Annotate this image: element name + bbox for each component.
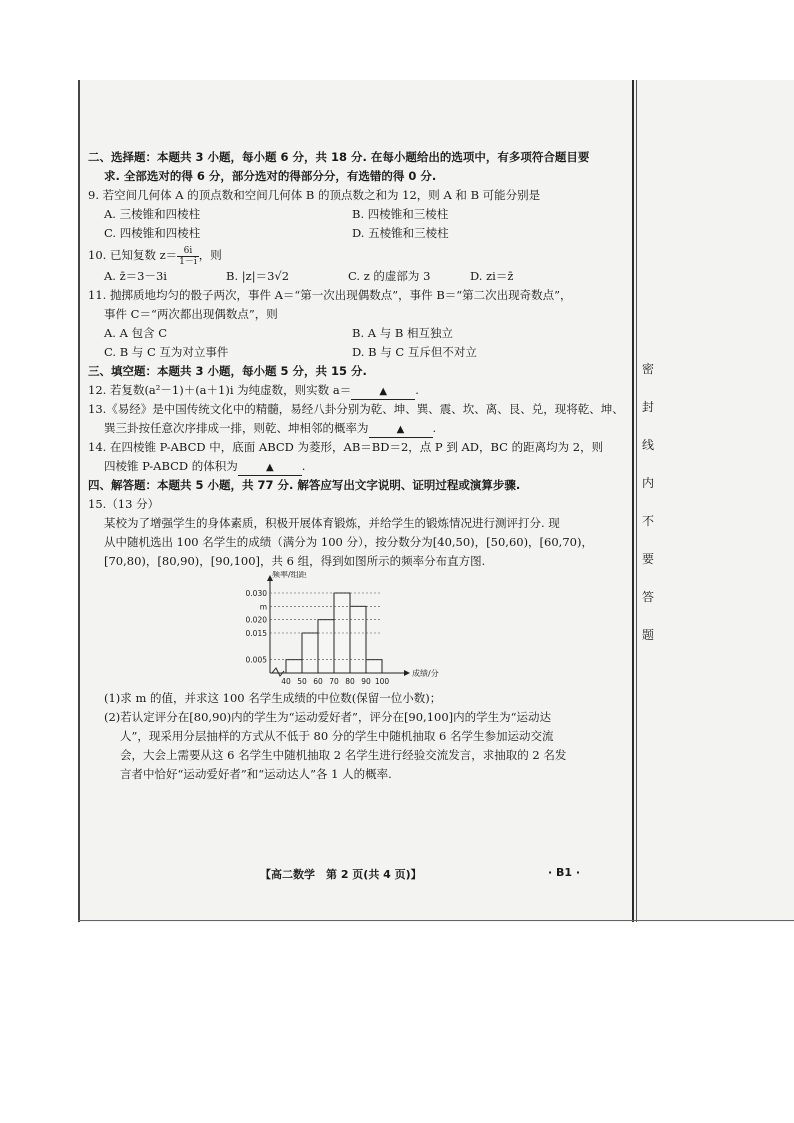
q10-options (88, 267, 608, 286)
seal-char: 答 (641, 590, 654, 604)
q10-fraction (177, 246, 199, 267)
exam-content (88, 148, 624, 784)
x-axis-label: 成绩/分 (412, 669, 439, 678)
x-tick-label: 40 (281, 677, 291, 686)
q15-sub1: (1)求 m 的值，并求这 100 名学生成绩的中位数(保留一位小数)； (104, 691, 442, 705)
seal-char: 封 (641, 400, 654, 414)
q14-answer-blank[interactable] (238, 459, 302, 476)
histogram-bar (318, 620, 334, 673)
seal-char: 密 (641, 362, 654, 376)
y-tick-label: m (259, 602, 267, 612)
q9-option-a: A. 三棱锥和四棱柱 (104, 207, 201, 221)
seal-char: 内 (641, 476, 654, 490)
histogram-bar (366, 660, 382, 673)
q14: 14. 在四棱锥 P-ABCD 中，底面 ABCD 为菱形，AB＝BD＝2，点 P 到 AD，BC 的距离均为 2，则 (88, 440, 604, 454)
q10-option-d: D. zi＝z̄ (470, 269, 514, 283)
q15-body-l3: [70,80)，[80,90)，[90,100]，共 6 组，得到如图所示的频率分布直方图. (104, 554, 486, 568)
q11-option-b: B. A 与 B 相互独立 (352, 326, 453, 340)
q10-stem (88, 243, 608, 267)
q10-frac-num: 6i (177, 246, 199, 257)
y-tick-label: 0.030 (245, 589, 267, 598)
seal-char: 不 (641, 514, 654, 528)
q11-stem: 11. 抛掷质地均匀的骰子两次，事件 A＝“第一次出现偶数点”，事件 B＝“第二次出现奇数点”， (88, 288, 572, 302)
q13: 13.《易经》是中国传统文化中的精髓，易经八卦分别为乾、坤、巽、震、坎、离、艮、兑，现将乾、坤、 (88, 402, 624, 416)
q13-answer-blank[interactable] (369, 421, 433, 438)
section2-heading-cont: 求. 全部选对的得 6 分，部分选对的得部分分，有选错的得 0 分. (104, 169, 437, 183)
q10-stem-pre: 10. 已知复数 z＝ (88, 248, 178, 262)
q14-cont: 四棱锥 P-ABCD 的体积为 ▲ . (88, 457, 608, 476)
triangle-icon: ▲ (379, 386, 388, 397)
q9-option-d: D. 五棱锥和三棱柱 (352, 226, 449, 240)
axis-break (272, 668, 284, 676)
q11-stem-cont: 事件 C＝“两次都出现偶数点”，则 (104, 307, 278, 321)
q10-option-b: B. |z|＝3√2 (226, 269, 290, 283)
q15-body-l2: 从中随机选出 100 名学生的成绩（满分为 100 分），按分数分为[40,50)，[50,60)，[60,70)， (104, 535, 593, 549)
seal-char: 题 (641, 628, 654, 642)
section4-heading: 四、解答题：本题共 5 小题，共 77 分. 解答应写出文字说明、证明过程或演算步骤. (88, 478, 521, 492)
x-tick-label: 50 (297, 677, 307, 686)
q10-stem-post: ，则 (198, 248, 222, 262)
seal-char: 要 (641, 552, 654, 566)
x-tick-label: 80 (345, 677, 355, 686)
histogram-bar (286, 660, 302, 673)
q9-option-c: C. 四棱锥和四棱柱 (104, 226, 201, 240)
q10-option-c: C. z 的虚部为 3 (348, 269, 431, 283)
q15-sub2-l1: (2)若认定评分在[80,90)内的学生为“运动爱好者”，评分在[90,100]内的学生为“运动达 (104, 710, 552, 724)
q10-frac-den: 1－i (179, 256, 197, 267)
x-tick-label: 60 (313, 677, 323, 686)
q9-options-row1 (88, 205, 608, 224)
page-footer: 【高二数学 第 2 页(共 4 页)】 (260, 868, 422, 881)
binding-margin-line (632, 80, 634, 922)
seal-char: 线 (641, 438, 654, 452)
q13-text: 巽三卦按任意次序排成一排，则乾、坤相邻的概率为 (104, 421, 369, 435)
seal-text (640, 360, 656, 664)
q11-option-d: D. B 与 C 互斥但不对立 (352, 345, 477, 359)
histogram-container (88, 571, 608, 689)
y-tick-label: 0.020 (245, 615, 267, 625)
y-axis-label: 频率/组距 (272, 571, 307, 579)
binding-margin-line-inner (636, 80, 637, 922)
frequency-histogram (88, 571, 608, 689)
triangle-icon: ▲ (396, 424, 405, 435)
q9-options-row2 (88, 224, 608, 243)
histogram-bar (350, 606, 366, 673)
section2-heading: 二、选择题：本题共 3 小题，每小题 6 分，共 18 分. 在每小题给出的选项中，有多项符合题目要 (88, 150, 590, 164)
x-tick-label: 100 (374, 677, 390, 686)
q15-sub2-l4: 言者中恰好“运动爱好者”和“运动达人”各 1 人的概率. (120, 767, 392, 781)
q11-options-row2 (88, 343, 608, 362)
q15-sub2-l3: 会，大会上需要从这 6 名学生中随机抽取 2 名学生进行经验交流发言，求抽取的 2 名发 (120, 748, 567, 762)
page-code: · B1 · (548, 866, 581, 879)
triangle-icon: ▲ (265, 462, 274, 473)
q11-option-c: C. B 与 C 互为对立事件 (104, 345, 229, 359)
x-tick-label: 90 (361, 677, 371, 686)
x-axis-arrow (404, 670, 410, 676)
paper-left-edge (78, 80, 80, 922)
q11-option-a: A. A 包含 C (104, 326, 168, 340)
q12-answer-blank[interactable] (351, 383, 415, 400)
q13-cont: 巽三卦按任意次序排成一排，则乾、坤相邻的概率为 ▲ . (88, 419, 608, 438)
q9-option-b: B. 四棱锥和三棱柱 (352, 207, 449, 221)
y-tick-label: 0.015 (245, 629, 267, 638)
histogram-bar (302, 633, 318, 673)
q9-stem: 9. 若空间几何体 A 的顶点数和空间几何体 B 的顶点数之和为 12，则 A 和 B 可能分别是 (88, 188, 541, 202)
q14-text: 四棱锥 P-ABCD 的体积为 (104, 459, 238, 473)
y-tick-label: 0.005 (245, 655, 267, 665)
q12: 12. 若复数(a²－1)＋(a＋1)i 为纯虚数，则实数 a＝ ▲ . (88, 381, 608, 400)
paper-bottom-edge (78, 920, 794, 921)
q12-text: 12. 若复数(a²－1)＋(a＋1)i 为纯虚数，则实数 a＝ (88, 383, 352, 397)
x-tick-label: 70 (329, 677, 339, 686)
q10-option-a: A. z̄＝3－3i (104, 269, 167, 283)
q15-sub2-l2: 人”，现采用分层抽样的方式从不低于 80 分的学生中随机抽取 6 名学生参加运动交流 (120, 729, 554, 743)
q15-body-l1: 某校为了增强学生的身体素质，积极开展体育锻炼，并给学生的锻炼情况进行测评打分. 现 (104, 516, 560, 530)
section3-heading: 三、填空题：本题共 3 小题，每小题 5 分，共 15 分. (88, 364, 367, 378)
q15-title: 15.（13 分） (88, 497, 160, 511)
q11-options-row1 (88, 324, 608, 343)
